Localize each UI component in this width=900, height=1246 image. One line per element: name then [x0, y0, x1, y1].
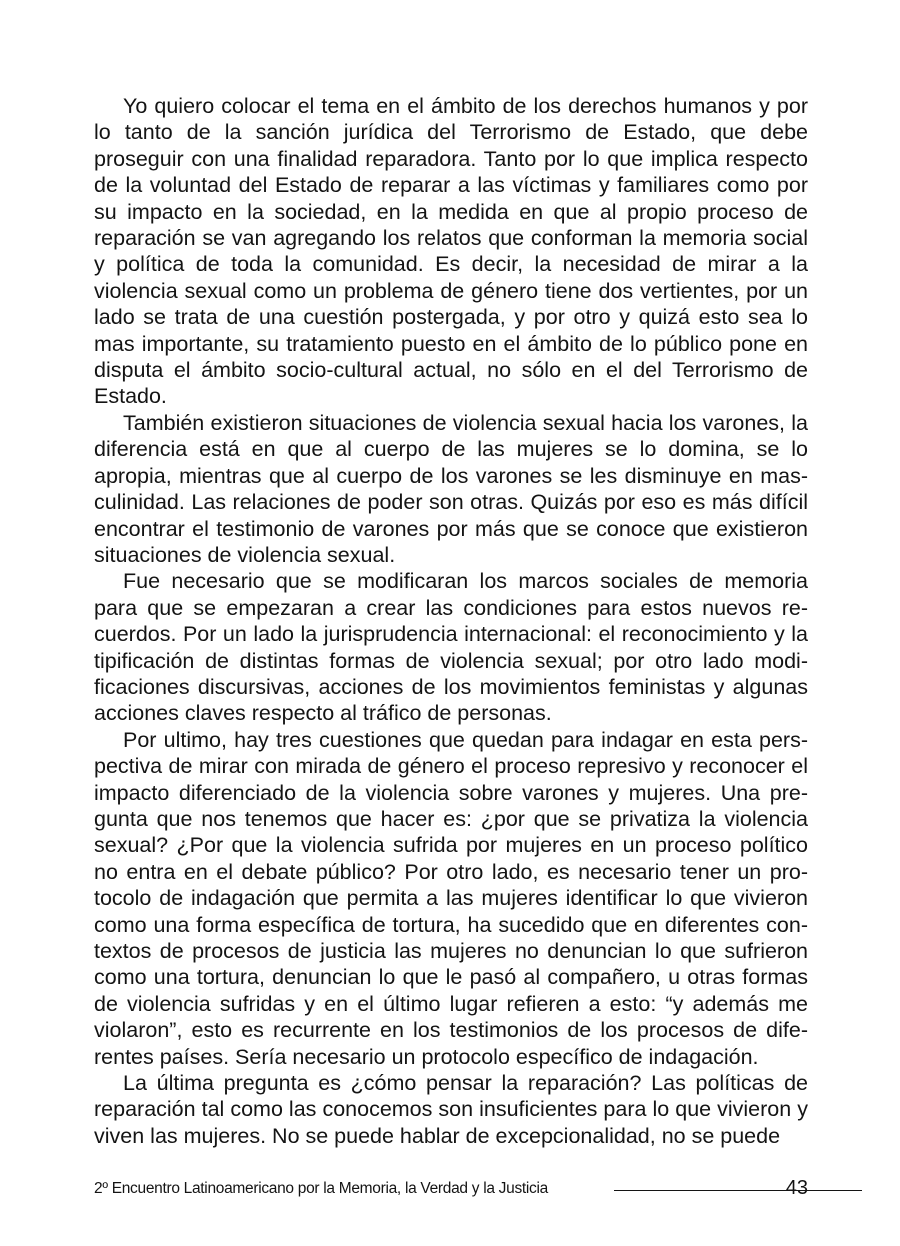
footer-rule: [614, 1190, 862, 1191]
paragraph-1: Yo quiero colocar el tema en el ámbito de los derechos humanos y por lo tanto de la sanción jurídica del Terrorismo de Estado, que debe proseguir con una finalidad reparadora. Tanto por lo que implica respecto de la voluntad del Estado de reparar a las víctimas y familiares como por su impacto en la sociedad, en la medida en que al propio proceso de reparación se van agregando los relatos que conforman la memoria social y política de toda la comunidad. Es decir, la necesidad de mirar a la violencia sexual como un problema de género tiene dos vertientes, por un lado se trata de una cuestión postergada, y por otro y quizá esto sea lo mas importante, su tratamiento puesto en el ámbito de lo público pone en disputa el ámbito socio-cultural actual, no sólo en el del Terrorismo de Estado.: [94, 94, 808, 409]
footer-title: 2º Encuentro Latinoamericano por la Memoria, la Verdad y la Justicia: [94, 1180, 548, 1197]
body-text: [94, 93, 808, 1149]
paragraph-5: La última pregunta es ¿cómo pensar la reparación? Las políticas de reparación tal como las conocemos son insuficientes para lo que vivieron y viven las mujeres. No se puede hablar de excepcionalidad, no se puede: [94, 1071, 808, 1148]
paragraph-3: Fue necesario que se modificaran los marcos sociales de memoria para que se empezaran a crear las condiciones para estos nuevos recuerdos. Por un lado la jurisprudencia internacional: el reconocimiento y la tipificación de distintas formas de violencia sexual; por otro lado modificaciones discursivas, acciones de los movimientos feministas y algunas acciones claves respecto al tráfico de personas.: [94, 569, 808, 726]
page-footer: [94, 1178, 808, 1202]
paragraph-2: También existieron situaciones de violencia sexual hacia los varones, la diferencia está en que al cuerpo de las mujeres se lo domina, se lo apropia, mientras que al cuerpo de los varones se les disminuye en masculinidad. Las relaciones de poder son otras. Quizás por eso es más difícil encontrar el testimonio de varones por más que se conoce que existieron situaciones de violencia sexual.: [94, 410, 808, 567]
paragraph-4: Por ultimo, hay tres cuestiones que quedan para indagar en esta perspectiva de mirar con mirada de género el proceso represivo y reconocer el impacto diferenciado de la violencia sobre varones y mujeres. Una pregunta que nos tenemos que hacer es: ¿por que se privatiza la violencia sexual? ¿Por que la violencia sufrida por mujeres en un proceso político no entra en el debate público? Por otro lado, es necesario tener un protocolo de indagación que permita a las mujeres identificar lo que vivieron como una forma específica de tortura, ha sucedido que en diferentes contextos de procesos de justicia las mujeres no denuncian lo que sufrieron como una tortura, denuncian lo que le pasó al compañero, u otras formas de violencia sufridas y en el último lugar refieren a esto: “y además me violaron”, esto es recurrente en los testimonios de los procesos de diferentes países. Sería necesario un protocolo específico de indagación.: [94, 727, 808, 1069]
page-number: 43: [785, 1177, 808, 1199]
